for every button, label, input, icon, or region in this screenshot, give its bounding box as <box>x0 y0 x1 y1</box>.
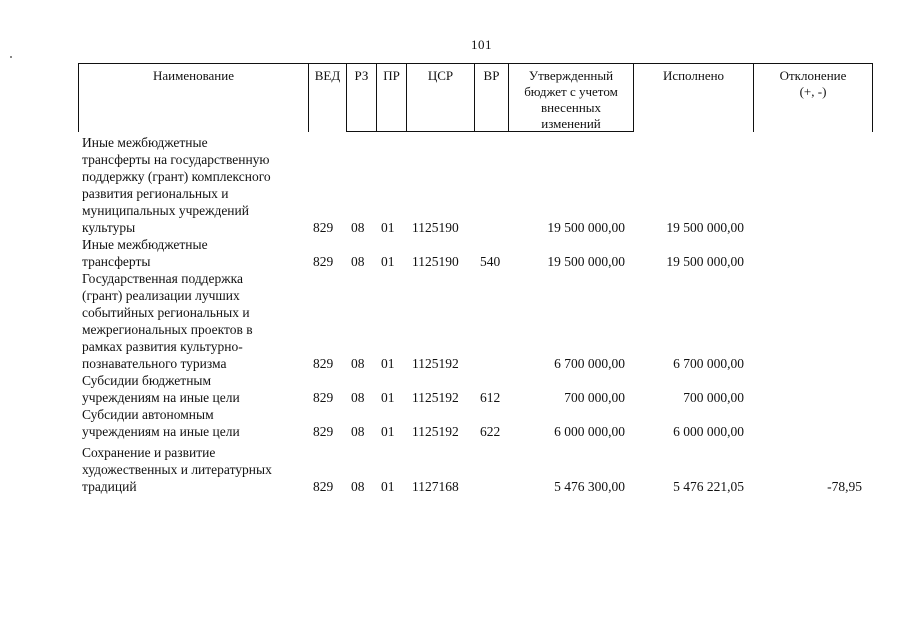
cell-pr: 01 <box>381 356 395 371</box>
row-name-line: Иные межбюджетные <box>82 237 208 252</box>
cell-executed: 19 500 000,00 <box>666 254 744 269</box>
header-ved <box>308 64 346 132</box>
scan-artifact <box>10 56 12 58</box>
header-name-label: Наименование <box>153 68 234 83</box>
row-name-line: трансферты на государственную <box>82 152 270 167</box>
row-name-line: поддержку (грант) комплексного <box>82 169 271 184</box>
header-csr-label: ЦСР <box>427 68 454 83</box>
cell-pr: 01 <box>381 220 395 235</box>
row-name-line: развития региональных и <box>82 186 229 201</box>
row-name-line: (грант) реализации лучших <box>82 288 240 303</box>
cell-deviation: -78,95 <box>827 479 862 494</box>
row-name-line: Иные межбюджетные <box>82 135 208 150</box>
header-vr <box>474 64 508 132</box>
page-number: 101 <box>471 37 492 52</box>
cell-csr: 1125190 <box>412 220 459 235</box>
row-name-line: познавательного туризма <box>82 356 227 371</box>
header-executed <box>633 64 753 132</box>
row-name <box>82 236 310 270</box>
cell-approved: 19 500 000,00 <box>547 254 625 269</box>
cell-rz: 08 <box>351 424 365 439</box>
row-name-line: трансферты <box>82 254 151 269</box>
row-name <box>82 270 310 372</box>
cell-executed: 19 500 000,00 <box>666 220 744 235</box>
cell-executed: 700 000,00 <box>683 390 744 405</box>
row-name-line: традиций <box>82 479 137 494</box>
row-name <box>82 372 310 406</box>
row-name-line: событийных региональных и <box>82 305 250 320</box>
cell-csr: 1125192 <box>412 390 459 405</box>
cell-executed: 6 000 000,00 <box>673 424 744 439</box>
cell-pr: 01 <box>381 424 395 439</box>
header-deviation-line-1: Отклонение <box>779 68 847 83</box>
row-name-line: Сохранение и развитие <box>82 445 216 460</box>
cell-csr: 1125192 <box>412 356 459 371</box>
header-rz-label: РЗ <box>354 68 369 83</box>
header-csr <box>406 64 474 132</box>
cell-pr: 01 <box>381 254 395 269</box>
cell-ved: 829 <box>313 390 334 405</box>
header-pr-label: ПР <box>383 68 400 83</box>
header-ved-label: ВЕД <box>314 68 341 83</box>
row-name-line: культуры <box>82 220 136 235</box>
cell-rz: 08 <box>351 390 365 405</box>
cell-executed: 5 476 221,05 <box>673 479 744 494</box>
cell-approved: 19 500 000,00 <box>547 220 625 235</box>
row-name-line: Субсидии автономным <box>82 407 214 422</box>
header-name <box>78 64 308 132</box>
cell-approved: 5 476 300,00 <box>554 479 625 494</box>
row-name-line: учреждениям на иные цели <box>82 424 240 439</box>
cell-rz: 08 <box>351 254 365 269</box>
table-header <box>78 63 873 132</box>
cell-approved: 700 000,00 <box>564 390 625 405</box>
header-deviation-line-2: (+, -) <box>799 84 827 99</box>
header-rz <box>346 64 376 132</box>
row-name <box>82 406 310 440</box>
cell-ved: 829 <box>313 220 334 235</box>
row-name-line: Государственная поддержка <box>82 271 243 286</box>
header-approved-line-3: внесенных <box>540 100 602 115</box>
row-name-line: муниципальных учреждений <box>82 203 249 218</box>
header-deviation <box>753 64 873 132</box>
header-vr-label: ВР <box>483 68 500 83</box>
cell-pr: 01 <box>381 390 395 405</box>
cell-ved: 829 <box>313 479 334 494</box>
cell-rz: 08 <box>351 356 365 371</box>
row-name-line: художественных и литературных <box>82 462 272 477</box>
cell-executed: 6 700 000,00 <box>673 356 744 371</box>
header-approved-line-2: бюджет с учетом <box>524 84 618 99</box>
cell-ved: 829 <box>313 356 334 371</box>
row-name <box>82 134 310 236</box>
row-name-line: учреждениям на иные цели <box>82 390 240 405</box>
cell-rz: 08 <box>351 220 365 235</box>
header-pr <box>376 64 406 132</box>
cell-csr: 1125190 <box>412 254 459 269</box>
header-executed-label: Исполнено <box>662 68 725 83</box>
cell-csr: 1125192 <box>412 424 459 439</box>
cell-vr: 540 <box>480 254 501 269</box>
cell-csr: 1127168 <box>412 479 459 494</box>
header-approved <box>508 64 633 132</box>
cell-approved: 6 000 000,00 <box>554 424 625 439</box>
header-approved-line-4: изменений <box>541 116 601 131</box>
row-name-line: межрегиональных проектов в <box>82 322 253 337</box>
cell-vr: 622 <box>480 424 501 439</box>
row-name-line: рамках развития культурно- <box>82 339 243 354</box>
row-name-line: Субсидии бюджетным <box>82 373 212 388</box>
cell-rz: 08 <box>351 479 365 494</box>
cell-ved: 829 <box>313 254 334 269</box>
row-name <box>82 444 310 495</box>
cell-pr: 01 <box>381 479 395 494</box>
cell-approved: 6 700 000,00 <box>554 356 625 371</box>
cell-ved: 829 <box>313 424 334 439</box>
header-approved-line-1: Утвержденный <box>528 68 614 83</box>
cell-vr: 612 <box>480 390 501 405</box>
